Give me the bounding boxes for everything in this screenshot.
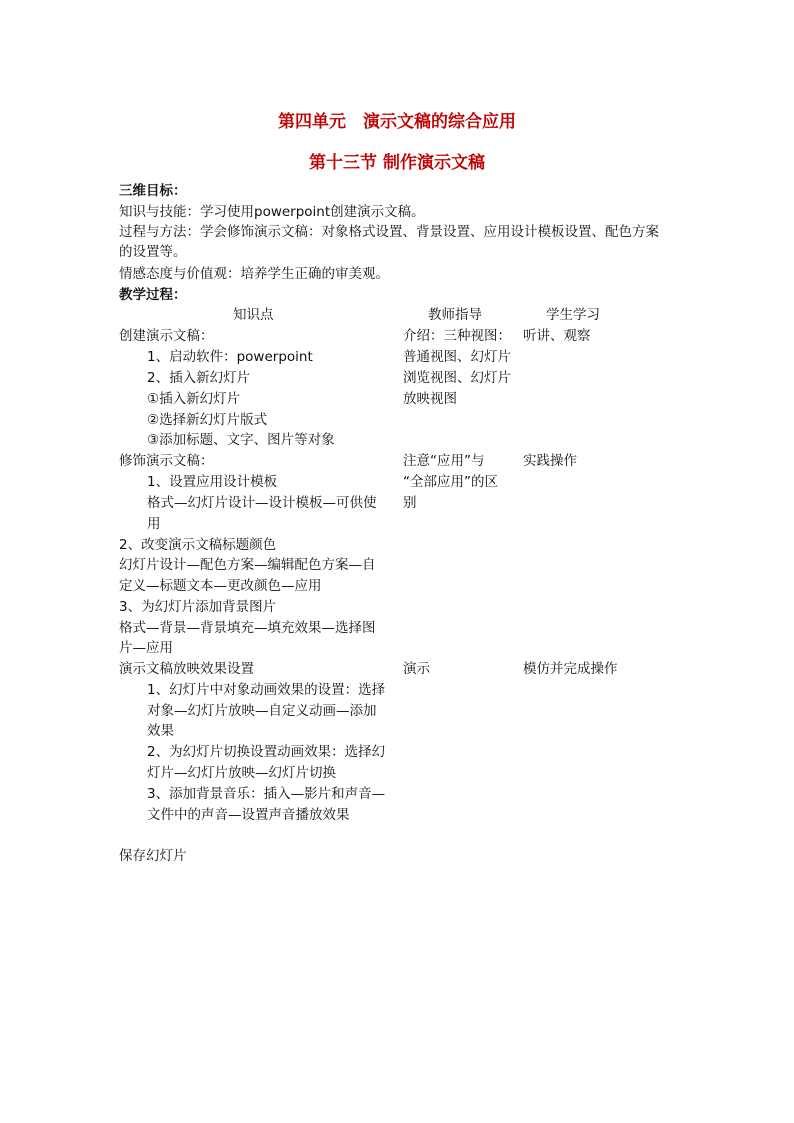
- header-knowledge: 知识点: [233, 307, 274, 323]
- decorate-teacher-line: “全部应用”的区: [403, 474, 498, 490]
- header-student: 学生学习: [546, 307, 600, 323]
- decorate-step-3: 3、为幻灯片添加背景图片: [119, 599, 277, 615]
- show-step-1-cont2: 效果: [147, 723, 174, 739]
- process-heading: 教学过程：: [119, 287, 187, 303]
- decorate-step-3-detail: 格式—背景—背景填充—填充效果—选择图: [119, 620, 376, 636]
- decorate-teacher-line: 注意“应用”与: [403, 453, 485, 469]
- objective-process-line2: 的设置等。: [119, 244, 187, 260]
- objective-emotion: 情感态度与价值观：培养学生正确的审美观。: [119, 266, 389, 282]
- decorate-step-2-detail-cont: 定义—标题文本—更改颜色—应用: [119, 578, 322, 594]
- decorate-step-1-detail-cont: 用: [147, 516, 161, 532]
- show-step-3: 3、添加背景音乐：插入—影片和声音—: [147, 786, 386, 802]
- create-teacher-line: 普通视图、幻灯片: [403, 349, 511, 365]
- header-teacher: 教师指导: [428, 307, 482, 323]
- create-student: 听讲、观察: [523, 328, 591, 344]
- decorate-step-2: 2、改变演示文稿标题颜色: [119, 537, 277, 553]
- objectives-heading: 三维目标：: [119, 183, 187, 199]
- decorate-teacher-line: 别: [403, 495, 417, 511]
- show-student: 模仿并完成操作: [523, 661, 618, 677]
- decorate-step-1-detail: 格式—幻灯片设计—设计模板—可供使: [147, 495, 377, 511]
- section-decorate: 修饰演示文稿：: [119, 453, 214, 469]
- create-teacher-line: 介绍：三种视图：: [403, 328, 511, 344]
- decorate-student: 实践操作: [523, 453, 577, 469]
- create-step-1: 1、启动软件：powerpoint: [147, 349, 313, 365]
- create-step-2b: ②选择新幻灯片版式: [147, 412, 268, 428]
- show-step-2: 2、为幻灯片切换设置动画效果：选择幻: [147, 744, 386, 760]
- create-teacher-line: 浏览视图、幻灯片: [403, 370, 511, 386]
- objective-knowledge: 知识与技能：学习使用powerpoint创建演示文稿。: [119, 204, 425, 220]
- create-step-2c: ③添加标题、文字、图片等对象: [147, 432, 335, 448]
- decorate-step-1: 1、设置应用设计模板: [147, 474, 278, 490]
- section-save: 保存幻灯片: [119, 848, 187, 864]
- show-step-1-cont: 对象—幻灯片放映—自定义动画—添加: [147, 703, 377, 719]
- show-teacher: 演示: [403, 661, 430, 677]
- create-teacher-line: 放映视图: [403, 391, 457, 407]
- section-show: 演示文稿放映效果设置: [119, 661, 254, 677]
- show-step-3-cont: 文件中的声音—设置声音播放效果: [147, 807, 350, 823]
- create-step-2a: ①插入新幻灯片: [147, 391, 241, 407]
- objective-process-line1: 过程与方法：学会修饰演示文稿：对象格式设置、背景设置、应用设计模板设置、配色方案: [119, 224, 659, 240]
- create-step-2: 2、插入新幻灯片: [147, 370, 251, 386]
- page-title: 第四单元 演示文稿的综合应用: [278, 112, 516, 132]
- show-step-1: 1、幻灯片中对象动画效果的设置：选择: [147, 682, 386, 698]
- page-subtitle: 第十三节 制作演示文稿: [309, 153, 485, 173]
- decorate-step-2-detail: 幻灯片设计—配色方案—编辑配色方案—自: [119, 557, 376, 573]
- section-create: 创建演示文稿：: [119, 328, 214, 344]
- show-step-2-cont: 灯片—幻灯片放映—幻灯片切换: [147, 765, 336, 781]
- decorate-step-3-detail-cont: 片—应用: [119, 640, 173, 656]
